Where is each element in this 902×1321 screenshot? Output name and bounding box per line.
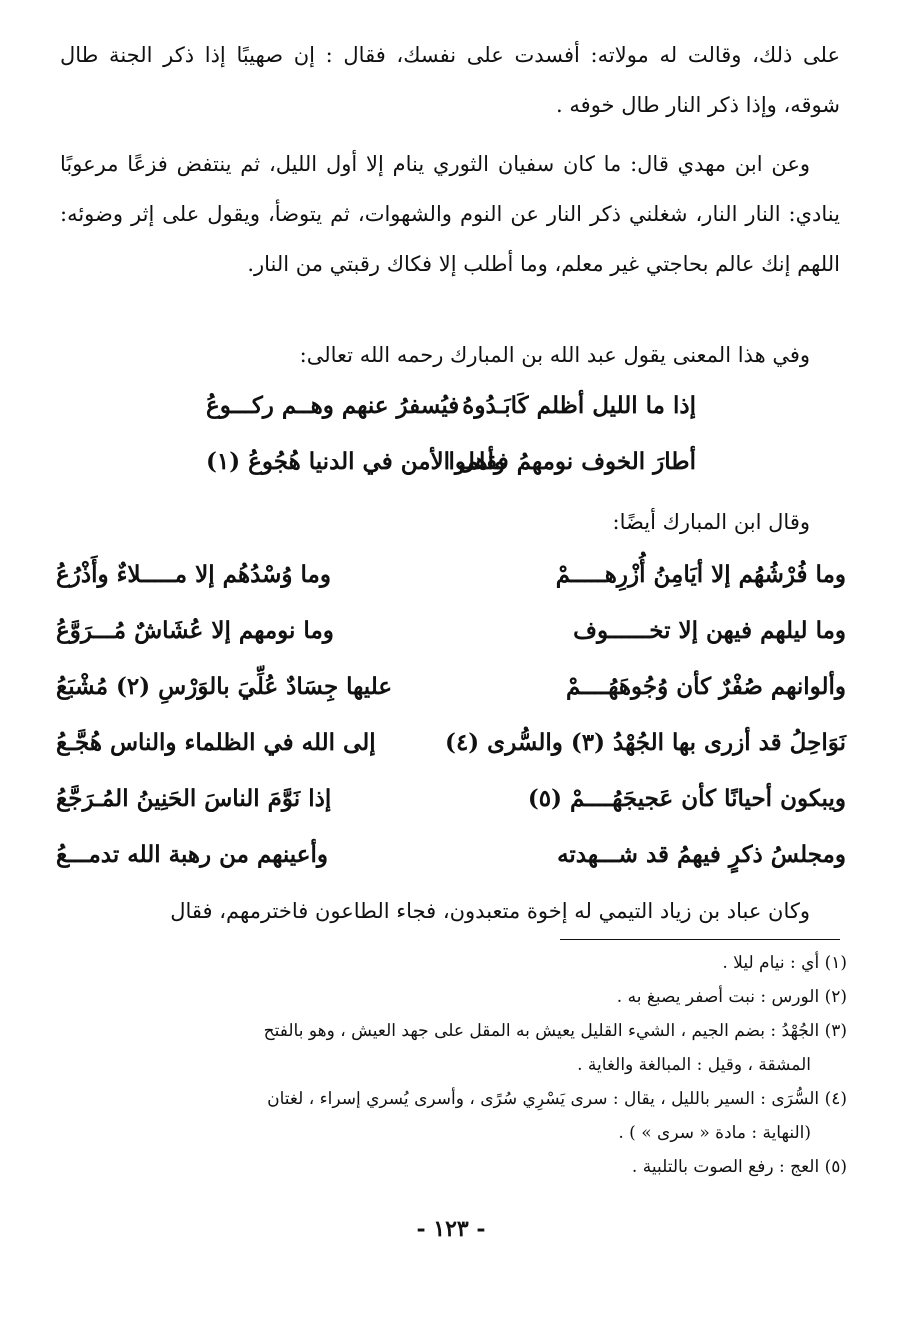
- poem2-verse: [56, 550, 846, 600]
- paragraph-text: وفي هذا المعنى يقول عبد الله بن المبارك رحمه الله تعالى:: [299, 343, 810, 367]
- footnote-text: العج : رفع الصوت بالتلبية .: [631, 1157, 820, 1177]
- footnote-separator: [560, 939, 840, 940]
- paragraph-2: [60, 139, 840, 289]
- footnote-text: الورس : نبت أصفر يصبغ به .: [616, 987, 820, 1007]
- verse-first-hemistich: نَوَاحِلُ قد أزرى بها الجُهْدُ (٣) والسُّرى (٤): [445, 729, 846, 756]
- poem1-verse: [56, 437, 846, 487]
- poem1-verse: [56, 381, 846, 431]
- poem2-verse: [56, 774, 846, 824]
- footnote-number: (٥): [824, 1157, 847, 1177]
- verse-second-hemistich: وأعينهم من رهبة الله تدمـــعُ: [56, 841, 328, 868]
- footnote-text: أي : نيام ليلا .: [722, 953, 820, 973]
- footnote-text: الجُهْدُ : بضم الجيم ، الشيء القليل يعيش به المقل على جهد العيش ، وهو بالفتح: [263, 1021, 820, 1041]
- poem2-verse: [56, 718, 846, 768]
- footnote: [57, 1082, 847, 1150]
- paragraph-5: [60, 886, 840, 936]
- paragraph-text: وعن ابن مهدي قال: ما كان سفيان الثوري ينام إلا أول الليل، ثم ينتفض فزعًا مرعوبًا ينادي: النار النار، شغلني ذكر النار عن النوم والشهوات، ثم يتوضأ، ويقول على إثر وضوئه: اللهم إنك عالم بحاجتي غير معلم، وما أطلب إلا فكاك رقبتي من النار.: [60, 152, 840, 276]
- paragraph-text: على ذلك، وقالت له مولاته: أفسدت على نفسك، فقال : إن صهيبًا إذا ذكر الجنة طال شوقه، وإذا ذكر النار طال خوفه .: [60, 43, 840, 117]
- paragraph-text: وقال ابن المبارك أيضًا:: [612, 510, 810, 534]
- paragraph-4: [60, 497, 840, 547]
- footnote-continuation: المشقة ، وقيل : المبالغة والغاية .: [577, 1055, 811, 1075]
- poem2-verse: [56, 830, 846, 880]
- footnote-number: (١): [824, 953, 847, 973]
- paragraph-3: [60, 330, 840, 380]
- footnote-number: (٣): [824, 1021, 847, 1041]
- footnote: [57, 946, 847, 980]
- verse-first-hemistich: ومجلسُ ذكرٍ فيهمُ قد شـــهدته: [557, 841, 846, 868]
- verse-first-hemistich: وما ليلهم فيهن إلا تخــــــوف: [573, 617, 846, 644]
- footnote-number: (٢): [824, 987, 847, 1007]
- verse-second-hemistich: إلى الله في الظلماء والناس هُجَّـعُ: [56, 729, 376, 756]
- verse-second-hemistich: عليها جِسَادٌ عُلِّيَ بالوَرْسِ (٢) مُشْبَعُ: [56, 673, 393, 700]
- footnote-continuation: (النهاية : مادة « سرى » ) .: [618, 1123, 811, 1143]
- poem2-verse: [56, 662, 846, 712]
- verse-first-hemistich: إذا ما الليل أظلم كَابَـدُوهُ: [462, 392, 696, 419]
- verse-second-hemistich: وما نومهم إلا عُشَاشٌ مُـــرَوَّعُ: [56, 617, 334, 644]
- footnote-number: (٤): [824, 1089, 847, 1109]
- verse-second-hemistich: وأهل الأمن في الدنيا هُجُوعُ (١): [206, 448, 506, 475]
- footnotes: [57, 946, 847, 1184]
- verse-first-hemistich: أطارَ الخوف نومهمُ فقاموا: [448, 448, 696, 475]
- verse-second-hemistich: إذا نَوَّمَ الناسَ الحَنِينُ المُـرَجَّعُ: [56, 785, 332, 812]
- paragraph-text: وكان عباد بن زياد التيمي له إخوة متعبدون، فجاء الطاعون فاخترمهم، فقال: [170, 899, 810, 923]
- footnote-text: السُّرَى : السير بالليل ، يقال : سرى يَسْرِي سُرًى ، وأسرى يُسري إسراء ، لغتان: [267, 1089, 820, 1109]
- footnote: [57, 980, 847, 1014]
- verse-first-hemistich: وما فُرْشُهُم إلا أيَامِنُ أُزْرِهـــــمْ: [555, 561, 846, 588]
- footnote: [57, 1014, 847, 1082]
- verse-first-hemistich: وألوانهم صُفْرٌ كأن وُجُوهَهُــــمْ: [565, 673, 846, 700]
- page-number: - ١٢٣ -: [416, 1216, 486, 1242]
- verse-second-hemistich: وما وُسْدُهُم إلا مـــــلاءٌ وأَذْرُعُ: [56, 561, 331, 588]
- footnote: [57, 1150, 847, 1184]
- poem2-verse: [56, 606, 846, 656]
- paragraph-1: [60, 30, 840, 130]
- verse-first-hemistich: ويبكون أحيانًا كأن عَجيجَهُــــمْ (٥): [527, 785, 846, 812]
- verse-second-hemistich: فيُسفرُ عنهم وهــم ركـــوعُ: [206, 392, 460, 419]
